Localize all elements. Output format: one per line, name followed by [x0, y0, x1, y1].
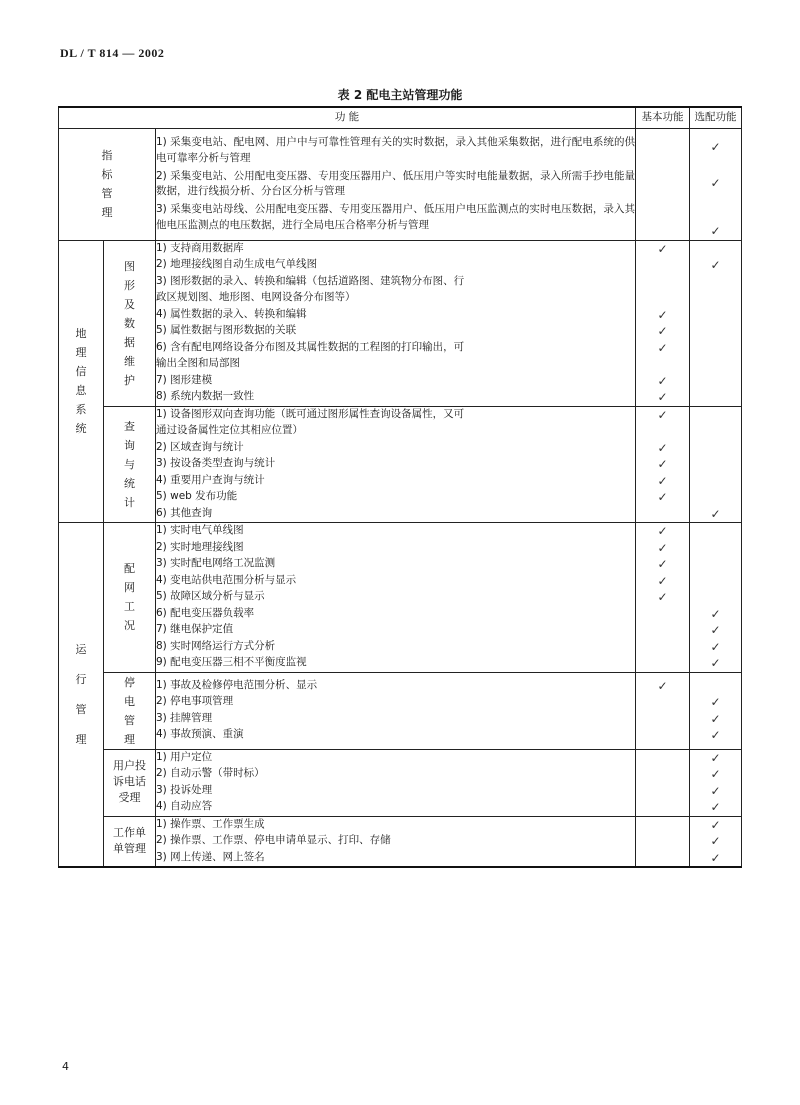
optional-cell	[690, 406, 742, 523]
check-mark	[690, 523, 741, 540]
check-mark: ✓	[710, 140, 721, 154]
check-mark	[636, 423, 689, 440]
function-line: 4) 重要用户查询与统计	[156, 473, 265, 486]
section-ops-workorder	[59, 816, 742, 867]
function-line: 通过设备属性定位其相应位置）	[156, 424, 303, 436]
section-ops-grid	[59, 523, 742, 673]
check-mark: ✓	[657, 590, 668, 604]
check-mark	[636, 727, 689, 744]
check-mark: ✓	[710, 606, 721, 621]
check-mark: ✓	[710, 834, 721, 848]
header-basic: 基本功能	[636, 107, 690, 129]
check-mark	[636, 290, 689, 307]
function-line: 3) 实时配电网络工况监测	[156, 557, 276, 569]
check-mark: ✓	[657, 524, 668, 538]
section-index-mgmt	[59, 129, 742, 241]
check-mark: ✓	[710, 750, 721, 765]
check-mark	[636, 694, 689, 711]
check-mark: ✓	[657, 373, 668, 388]
check-mark: ✓	[657, 307, 668, 322]
check-mark: ✓	[657, 241, 668, 256]
function-line: 6) 其他查询	[156, 506, 213, 519]
check-mark: ✓	[710, 728, 721, 742]
function-line: 1) 支持商用数据库	[156, 241, 244, 254]
subcategory-grid	[104, 523, 156, 673]
check-mark: ✓	[710, 224, 721, 238]
function-line: 2) 操作票、工作票、停电申请单显示、打印、存储	[156, 834, 391, 846]
header-optional: 选配功能	[690, 107, 742, 129]
check-mark: ✓	[710, 176, 721, 190]
check-mark: ✓	[710, 783, 721, 798]
check-mark	[690, 389, 741, 406]
check-mark: ✓	[657, 324, 668, 338]
category-index-mgmt	[59, 129, 156, 241]
function-line: 1) 用户定位	[156, 750, 213, 763]
optional-cell	[690, 129, 742, 241]
check-mark	[690, 340, 741, 357]
check-mark: ✓	[657, 457, 668, 471]
check-mark	[636, 655, 689, 672]
check-mark	[636, 639, 689, 656]
function-line: 4) 自动应答	[156, 800, 213, 812]
table-title: 表 2 配电主站管理功能	[337, 88, 463, 102]
check-mark: ✓	[657, 540, 668, 555]
basic-cell	[636, 749, 690, 816]
basic-cell	[636, 240, 690, 406]
function-line: 3) 投诉处理	[156, 783, 213, 796]
check-mark: ✓	[710, 800, 721, 814]
check-mark: ✓	[710, 767, 721, 781]
function-line: 9) 配电变压器三相不平衡度监视	[156, 656, 307, 668]
basic-cell	[636, 816, 690, 867]
check-mark: ✓	[710, 258, 721, 272]
document-code: DL / T 814 — 2002	[60, 46, 165, 60]
optional-cell	[690, 816, 742, 867]
subcategory-label: 查询与统计	[124, 419, 135, 509]
basic-cell	[636, 406, 690, 523]
check-mark: ✓	[657, 340, 668, 355]
section-gis-query	[59, 406, 742, 523]
check-mark	[690, 556, 741, 573]
function-line: 2) 地理接线图自动生成电气单线图	[156, 258, 318, 270]
subcategory-label: 停电管理	[124, 675, 135, 746]
check-mark: ✓	[657, 407, 668, 422]
check-mark	[636, 833, 689, 850]
function-line: 8) 实时网络运行方式分析	[156, 639, 276, 652]
function-line: 5) web 发布功能	[156, 490, 238, 502]
function-line: 5) 属性数据与图形数据的关联	[156, 324, 297, 336]
check-mark	[690, 540, 741, 557]
function-line: 4) 事故预演、重演	[156, 728, 244, 740]
function-line: 2) 自动示警（带时标）	[156, 767, 265, 779]
check-mark	[690, 373, 741, 390]
function-line: 5) 故障区域分析与显示	[156, 590, 265, 602]
basic-cell	[636, 523, 690, 673]
function-line: 3) 图形数据的录入、转换和编辑（包括道路图、建筑物分布图、行	[156, 274, 465, 287]
function-line: 1) 事故及检修停电范围分析、显示	[156, 678, 318, 691]
check-mark	[690, 678, 741, 695]
function-table	[58, 106, 742, 868]
check-mark	[690, 423, 741, 440]
check-mark: ✓	[710, 711, 721, 726]
check-mark	[690, 241, 741, 258]
function-line: 2) 实时地理接线图	[156, 540, 244, 553]
page-number: 4	[62, 1060, 69, 1073]
section-ops-complaint	[59, 749, 742, 816]
function-line: 1) 操作票、工作票生成	[156, 817, 265, 830]
check-mark: ✓	[710, 506, 721, 521]
check-mark	[690, 290, 741, 307]
optional-cell	[690, 523, 742, 673]
subcategory-query	[104, 406, 156, 523]
check-mark	[690, 589, 741, 606]
function-line: 3) 挂牌管理	[156, 711, 213, 724]
subcategory-outage	[104, 672, 156, 749]
check-mark	[636, 356, 689, 373]
function-cell	[156, 749, 636, 816]
check-mark	[636, 274, 689, 291]
function-line: 7) 图形建模	[156, 373, 213, 386]
function-line: 4) 变电站供电范围分析与显示	[156, 573, 297, 586]
function-item: 1) 采集变电站、配电网、用户中与可靠性管理有关的实时数据，录入其他采集数据，进行配电系统的供电可靠率分析与管理	[156, 136, 636, 164]
optional-cell	[690, 749, 742, 816]
check-mark	[636, 711, 689, 728]
header-function: 功 能	[59, 107, 636, 129]
subcategory-label: 用户投诉电话受理	[113, 759, 146, 805]
function-line: 2) 区域查询与统计	[156, 440, 244, 453]
function-item: 2) 采集变电站、公用配电变压器、专用变压器用户、低压用户等实时电能量数据，录入所需手抄电能量数据，进行线损分析、分台区分析与管理	[156, 169, 636, 198]
check-mark	[636, 783, 689, 800]
function-item: 3) 采集变电站母线、公用配电变压器、专用变压器用户、低压用户电压监测点的实时电压数据，录入其他电压监测点的电压数据，进行全局电压合格率分析与管理	[156, 203, 636, 231]
optional-cell	[690, 672, 742, 749]
check-mark: ✓	[657, 678, 668, 693]
check-mark	[690, 489, 741, 506]
check-mark	[690, 473, 741, 490]
check-mark	[636, 506, 689, 523]
function-cell	[156, 816, 636, 867]
subcategory-label: 图形及数据维护	[124, 259, 135, 387]
category-label: 运行管理	[75, 642, 87, 746]
function-line: 6) 含有配电网络设备分布图及其属性数据的工程图的打印输出，可	[156, 340, 465, 353]
function-line: 4) 属性数据的录入、转换和编辑	[156, 307, 307, 320]
function-cell	[156, 523, 636, 673]
check-mark	[690, 307, 741, 324]
check-mark: ✓	[657, 557, 668, 571]
category-gis	[59, 240, 104, 523]
function-line: 2) 停电事项管理	[156, 695, 234, 707]
check-mark	[636, 799, 689, 816]
check-mark: ✓	[710, 656, 721, 670]
function-line: 7) 继电保护定值	[156, 623, 234, 635]
check-mark: ✓	[657, 440, 668, 455]
subcategory-label: 工作单单管理	[113, 825, 146, 855]
category-label: 地理信息系统	[75, 327, 87, 436]
subcategory-complaint	[104, 749, 156, 816]
section-ops-outage	[59, 672, 742, 749]
category-ops	[59, 523, 104, 868]
check-mark	[636, 850, 689, 867]
check-mark	[636, 257, 689, 274]
check-mark: ✓	[657, 490, 668, 504]
function-cell	[156, 406, 636, 523]
function-line: 政区规划图、地形图、电网设备分布图等）	[156, 291, 356, 303]
check-mark	[636, 606, 689, 623]
subcategory-label: 配网工况	[124, 562, 135, 633]
function-cell	[156, 672, 636, 749]
basic-cell	[636, 672, 690, 749]
check-mark	[636, 817, 689, 834]
function-line: 3) 按设备类型查询与统计	[156, 457, 276, 469]
function-cell	[156, 240, 636, 406]
function-line: 8) 系统内数据一致性	[156, 390, 255, 402]
function-cell	[156, 129, 636, 241]
check-mark	[690, 274, 741, 291]
check-mark: ✓	[657, 473, 668, 488]
check-mark	[636, 750, 689, 767]
function-line: 1) 实时电气单线图	[156, 524, 244, 536]
subcategory-workorder	[104, 816, 156, 867]
section-gis-graphics	[59, 240, 742, 406]
check-mark	[690, 323, 741, 340]
basic-cell	[636, 129, 690, 241]
function-line: 6) 配电变压器负载率	[156, 606, 255, 619]
check-mark: ✓	[710, 623, 721, 637]
check-mark: ✓	[710, 639, 721, 654]
check-mark	[690, 456, 741, 473]
function-line: 1) 设备图形双向查询功能（既可通过图形属性查询设备属性，又可	[156, 407, 465, 420]
check-mark	[636, 622, 689, 639]
check-mark: ✓	[657, 573, 668, 588]
check-mark: ✓	[710, 850, 721, 865]
check-mark: ✓	[710, 695, 721, 709]
check-mark	[636, 766, 689, 783]
check-mark	[690, 573, 741, 590]
check-mark	[690, 440, 741, 457]
check-mark: ✓	[710, 817, 721, 832]
header-row	[59, 107, 742, 129]
check-mark: ✓	[657, 390, 668, 404]
check-mark	[690, 407, 741, 424]
category-label: 指标管理	[101, 149, 113, 220]
optional-cell	[690, 240, 742, 406]
function-line: 3) 网上传递、网上签名	[156, 850, 265, 863]
function-line: 输出全图和局部图	[156, 357, 240, 369]
subcategory-graphics	[104, 240, 156, 406]
check-mark	[690, 356, 741, 373]
